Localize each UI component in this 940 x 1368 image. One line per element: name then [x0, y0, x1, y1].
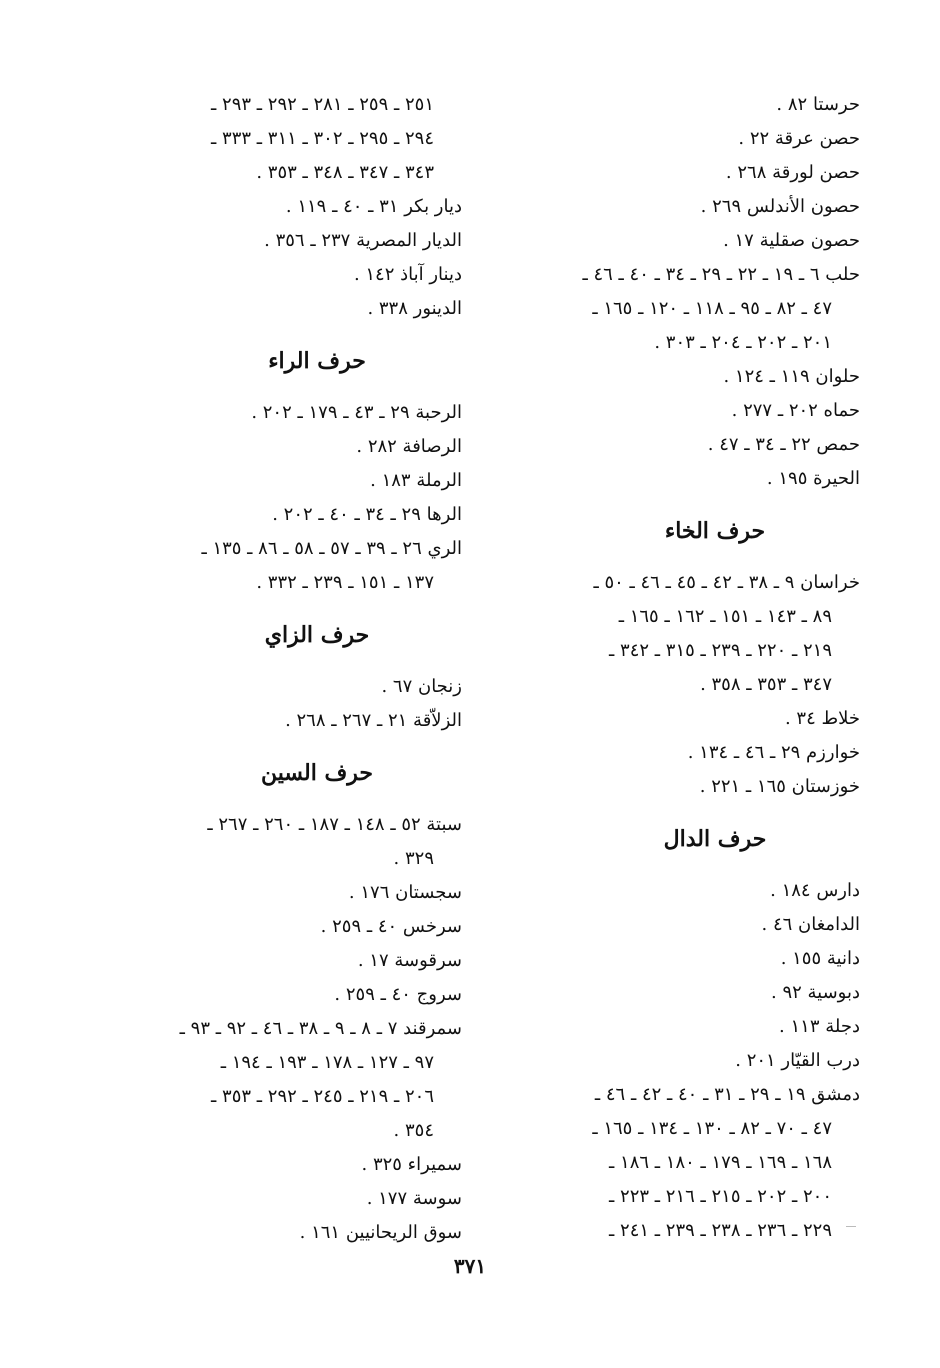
index-entry: سروج ٤٠ ـ ٢٥٩ .	[334, 984, 462, 1005]
index-entry-continuation: ٨٩ ـ ١٤٣ ـ ١٥١ ـ ١٦٢ ـ ١٦٥ ـ	[618, 606, 832, 627]
index-entry: دجلة ١١٣ .	[779, 1016, 860, 1037]
index-entry-continuation: ١٦٨ ـ ١٦٩ ـ ١٧٩ ـ ١٨٠ ـ ١٨٦ ـ	[609, 1152, 832, 1173]
index-entry: ديار بكر ٣١ ـ ٤٠ ـ ١١٩ .	[285, 196, 462, 217]
index-entry-continuation: ٢٥١ ـ ٢٥٩ ـ ٢٨١ ـ ٢٩٢ ـ ٢٩٣ ـ	[211, 94, 434, 115]
index-entry: حصن لورقة ٢٦٨ .	[725, 162, 860, 183]
index-entry: الرصافة ٢٨٢ .	[356, 436, 462, 457]
index-entry: الزلاّقة ٢١ ـ ٢٦٧ ـ ٢٦٨ .	[285, 710, 462, 731]
index-entry: حمص ٢٢ ـ ٣٤ ـ ٤٧ .	[707, 434, 860, 455]
index-entry: سبتة ٥٢ ـ ١٤٨ ـ ١٨٧ ـ ٢٦٠ ـ ٢٦٧ ـ	[207, 814, 462, 835]
index-entry: حصن عرقة ٢٢ .	[738, 128, 860, 149]
index-entry: سرخس ٤٠ ـ ٢٥٩ .	[320, 916, 462, 937]
index-entry: الرملة ١٨٣ .	[370, 470, 462, 491]
margin-mark	[846, 1226, 856, 1227]
index-entry: سوق الريحانيين ١٦١ .	[299, 1222, 462, 1243]
index-entry: سجستان ١٧٦ .	[348, 882, 462, 903]
index-entry: دانية ١٥٥ .	[780, 948, 860, 969]
index-entry: الري ٢٦ ـ ٣٩ ـ ٥٧ ـ ٥٨ ـ ٨٦ ـ ١٣٥ ـ	[201, 538, 462, 559]
index-entry-continuation: ٢٠١ ـ ٢٠٢ ـ ٢٠٤ ـ ٣٠٣ .	[654, 332, 832, 353]
index-entry: حلب ٦ ـ ١٩ ـ ٢٢ ـ ٢٩ ـ ٣٤ ـ ٤٠ ـ ٤٦ ـ	[582, 264, 860, 285]
index-entry: دبوسية ٩٢ .	[770, 982, 860, 1003]
index-entry-continuation: ٣٢٩ .	[393, 848, 434, 869]
page-number: ٣٧١	[453, 1254, 487, 1278]
index-entry: الدامغان ٤٦ .	[761, 914, 860, 935]
index-entry: خلاط ٣٤ .	[784, 708, 860, 729]
index-entry: دارس ١٨٤ .	[770, 880, 860, 901]
index-entry-continuation: ٢٠٦ ـ ٢١٩ ـ ٢٤٥ ـ ٢٩٢ ـ ٣٥٣ ـ	[211, 1086, 434, 1107]
index-entry-continuation: ٤٧ ـ ٧٠ ـ ٨٢ ـ ١٣٠ ـ ١٣٤ ـ ١٦٥ ـ	[592, 1118, 832, 1139]
index-entry: زنجان ٦٧ .	[381, 676, 462, 697]
section-heading: حرف السين	[260, 760, 374, 786]
left-column	[102, 88, 462, 1250]
index-entry: حصون الأندلس ٢٦٩ .	[700, 196, 860, 217]
index-entry: حرستا ٨٢ .	[776, 94, 860, 115]
index-entry: سرقوسة ١٧ .	[357, 950, 462, 971]
index-entry: سميراء ٣٢٥ .	[361, 1154, 462, 1175]
index-entry-continuation: ٢٩٤ ـ ٢٩٥ ـ ٣٠٢ ـ ٣١١ ـ ٣٣٣ ـ	[211, 128, 434, 149]
index-entry: الرحبة ٢٩ ـ ٤٣ ـ ١٧٩ ـ ٢٠٢ .	[251, 402, 462, 423]
index-entry: الرها ٢٩ ـ ٣٤ ـ ٤٠ ـ ٢٠٢ .	[272, 504, 462, 525]
index-entry-continuation: ١٣٧ ـ ١٥١ ـ ٢٣٩ ـ ٣٣٢ .	[256, 572, 434, 593]
section-heading: حرف الراء	[268, 348, 366, 374]
index-entry-continuation: ٩٧ ـ ١٢٧ ـ ١٧٨ ـ ١٩٣ ـ ١٩٤ ـ	[220, 1052, 434, 1073]
index-entry-continuation: ٢٢٩ ـ ٢٣٦ ـ ٢٣٨ ـ ٢٣٩ ـ ٢٤١ ـ	[609, 1220, 832, 1241]
section-heading: حرف الدال	[663, 826, 767, 852]
index-entry-continuation: ٣٥٤ .	[393, 1120, 434, 1141]
index-entry: خراسان ٩ ـ ٣٨ ـ ٤٢ ـ ٤٥ ـ ٤٦ ـ ٥٠ ـ	[593, 572, 860, 593]
right-column	[500, 88, 860, 1248]
index-entry: سوسة ١٧٧ .	[366, 1188, 462, 1209]
index-entry: خوزستان ١٦٥ ـ ٢٢١ .	[699, 776, 860, 797]
index-entry: خوارزم ٢٩ ـ ٤٦ ـ ١٣٤ .	[687, 742, 860, 763]
index-entry: دمشق ١٩ ـ ٢٩ ـ ٣١ ـ ٤٠ ـ ٤٢ ـ ٤٦ ـ	[594, 1084, 860, 1105]
index-entry: الحيرة ١٩٥ .	[766, 468, 860, 489]
index-entry-continuation: ٢١٩ ـ ٢٢٠ ـ ٢٣٩ ـ ٣١٥ ـ ٣٤٢ ـ	[609, 640, 832, 661]
index-entry-continuation: ٢٠٠ ـ ٢٠٢ ـ ٢١٥ ـ ٢١٦ ـ ٢٢٣ ـ	[609, 1186, 832, 1207]
index-entry: سمرقند ٧ ـ ٨ ـ ٩ ـ ٣٨ ـ ٤٦ ـ ٩٢ ـ ٩٣ ـ	[179, 1018, 462, 1039]
index-entry-continuation: ٤٧ ـ ٨٢ ـ ٩٥ ـ ١١٨ ـ ١٢٠ ـ ١٦٥ ـ	[592, 298, 832, 319]
index-entry: حلوان ١١٩ ـ ١٢٤ .	[723, 366, 860, 387]
index-entry: الدينور ٣٣٨ .	[367, 298, 462, 319]
index-entry: الديار المصرية ٢٣٧ ـ ٣٥٦ .	[264, 230, 462, 251]
index-entry: حماه ٢٠٢ ـ ٢٧٧ .	[731, 400, 860, 421]
section-heading: حرف الخاء	[664, 518, 766, 544]
index-entry: دينار آباذ ١٤٢ .	[353, 264, 462, 285]
index-entry: حصون صقلية ١٧ .	[723, 230, 860, 251]
index-entry-continuation: ٣٤٧ ـ ٣٥٣ ـ ٣٥٨ .	[700, 674, 832, 695]
section-heading: حرف الزاي	[264, 622, 370, 648]
index-entry: درب القيّار ٢٠١ .	[735, 1050, 860, 1071]
index-entry-continuation: ٣٤٣ ـ ٣٤٧ ـ ٣٤٨ ـ ٣٥٣ .	[256, 162, 434, 183]
